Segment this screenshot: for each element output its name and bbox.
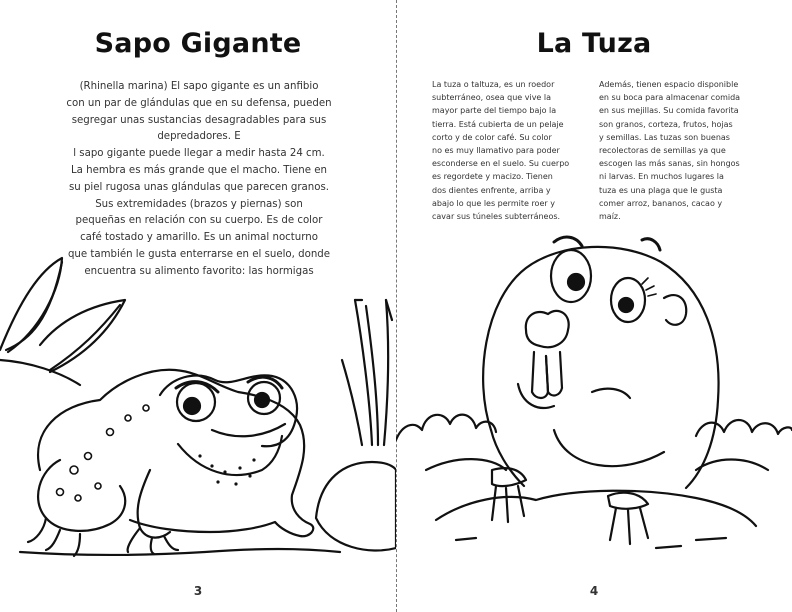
column-line: mayor parte del tiempo bajo la [432,106,557,116]
gopher-belly [554,430,664,466]
reed [342,360,362,445]
body-line: su piel rugosa unas glándulas que parecen granos. [68,181,330,193]
column-line: escogen las más sanas, sin hongos [599,159,740,169]
toad-warts [57,405,150,501]
toad-back-leg [38,460,125,531]
gopher-pupil-right [619,298,633,312]
column-line: en su boca para almacenar comida [599,93,741,103]
column-line: comer arroz, bananos, cacao y [599,198,723,208]
leaf-shape [0,360,80,385]
toad-belly [178,436,282,475]
gopher-pupil-left [568,274,584,290]
body-line: (Rhinella marina) El sapo gigante es un anfibio [79,81,319,92]
column-line: tierra. Está cubierta de un pelaje [432,119,564,129]
body-line: encuentra su alimento favorito: las hormigas [84,265,314,277]
bush [696,420,792,436]
column-line: subterráneo, osea que vive la [432,93,552,103]
left-page-number: 3 [193,584,203,598]
body-line: l sapo gigante puede llegar a medir hasta 24 cm. [73,148,325,160]
reed [366,306,378,445]
column-line: es regordete y macizo. Tienen [432,172,553,182]
gopher-paw-left [492,468,526,486]
column-line: en sus mejillas. Su comida favorita [599,106,739,116]
toad-pupil-left [184,398,200,414]
toad-belly-spots [198,454,255,485]
rock [316,462,396,550]
body-line: Sus extremidades (brazos y piernas) son [95,198,303,210]
dirt-mound [696,460,768,471]
body-line: La hembra es más grande que el macho. Tiene en [70,164,327,176]
column-line: ni larvas. En muchos lugares la [599,172,724,182]
gopher-brow [554,237,582,246]
leaf-shape [50,305,120,370]
leaf-shape [0,258,62,352]
column-line: recolectoras de semillas ya que [599,146,726,156]
column-line: son granos, corteza, frutos, hojas [599,119,733,129]
dirt-mound [436,491,756,526]
gopher-body [483,247,718,488]
column-line: maíz. [599,212,621,222]
column-line: esconderse en el suelo. Su cuerpo [432,159,570,169]
right-page-title: La Tuza [536,28,652,59]
right-page [396,0,792,612]
gopher-body-bottom [491,430,524,486]
bush [396,415,496,440]
left-page-title: Sapo Gigante [94,28,302,59]
right-page-number: 4 [589,584,599,598]
column-line: tuza es una plaga que le gusta [599,185,723,195]
column-line: y semillas. Las tuzas son buenas [599,132,730,142]
column-line: Además, tienen espacio disponible [599,80,739,89]
ground [20,549,340,555]
column-line: abajo lo que les permite roer y [432,198,555,208]
gopher-claws-right [610,508,648,544]
leaf-shape [40,300,125,372]
column-line: cavar sus túneles subterráneos. [432,212,561,222]
toad-pupil-right [255,393,269,407]
gopher-illustration [396,0,792,612]
body-line: depredadores. E [157,131,241,143]
dirt-line [456,538,726,548]
column-line: corto y de color café. Su color [432,132,552,142]
column-line: dos dientes enfrente, arriba y [432,185,551,195]
toad-body [38,370,313,536]
reed [384,300,388,445]
body-line: segregar unas sustancias desagradables para sus [71,114,327,126]
gopher-teeth [546,352,562,395]
column-line: no es muy llamativo para poder [432,146,560,156]
toad-mouth [212,424,285,436]
gopher-ear [664,295,686,325]
gopher-paw-right [608,493,648,509]
body-line: café tostado y amarillo. Es un animal nocturno [80,232,318,244]
body-line: que también le gusta enterrarse en el suelo, donde [67,248,331,260]
column-line: La tuza o taltuza, es un roedor [432,80,555,89]
body-line: pequeñas en relación con su cuerpo. Es de color [75,215,323,227]
gopher-snout [526,311,569,347]
gopher-cheek [592,389,630,398]
leaf-shape [6,262,62,350]
body-line: con un par de glándulas que en su defensa, pueden [66,97,332,109]
gopher-claws-left [492,486,524,522]
gopher-brow [642,239,660,250]
